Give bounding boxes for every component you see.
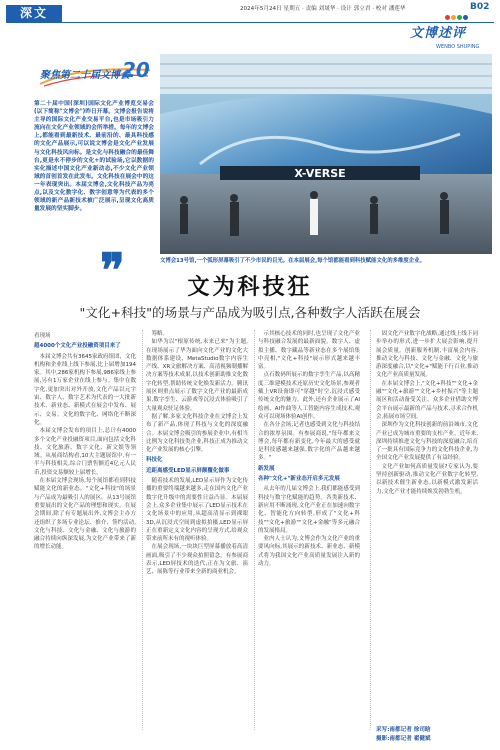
section-heading: 近距离感受LED显示屏颠覆化做事	[146, 467, 230, 474]
subheadline: "文化+科技"的场景与产品成为吸引点,各种数字人活跃在展会	[79, 305, 421, 320]
expo-photo	[160, 54, 492, 254]
article-paragraph: 从去年的几届文博会上,我们都能感受到科技与数字化赋能的趋势。各类新技术、新应用不断涌现,文化产业正在加速向数字化、智能化方向转型,形成了"文化+科技""文化+旅游""文化+金融"等多元融合的发展格局。	[258, 486, 360, 534]
section-heading: 新发展	[258, 465, 275, 472]
photo-banner-text: X-VERSE	[294, 167, 346, 180]
expo-photo-illustration	[160, 54, 492, 254]
expo-logo-number: 20	[122, 58, 150, 82]
column-logo-title: 文博述评	[410, 26, 467, 41]
dot-icon	[451, 15, 456, 20]
byline	[376, 726, 431, 744]
article-paragraph: 据了解,多家文化科技企业在文博会上发布了新产品,体现了科技与文化的深度融合。本届文博会吸引的参展企业中,有相当比例为文化科技类企业,科技正成为推动文化产业发展的核心引擎。	[146, 413, 248, 454]
column-divider	[142, 330, 143, 730]
article-paragraph: 在本届文博会上,"文化+科技""文化+金融""文化+旅游""文化+乡村振兴"等主题展区和活动备受关注。众多企业借助文博会平台展示最新的产品与技术,寻求合作机会,拓展市场空间。	[376, 380, 478, 420]
article-paragraph: 示其核心技术的同时,也呈现了文化产业与科技融合发展的最新面貌。数字人、虚拟主播、数字藏品等新业态在多个展馆集中亮相,"文化+科技"展示形式越来越丰富。	[258, 331, 360, 371]
photo-caption: 文博会13号馆,一个弧形屏幕吸引了不少市民的目光。在本届展会,每个馆都能看到科技赋能文化的多维度企业。	[160, 258, 425, 264]
column-logo-subtitle: WENBO SHUPING	[436, 44, 480, 50]
article-paragraph: 点石数码所展示的数字孪生产品,以高精度三维建模技术还原历史文化场景,参观者戴上VR设备即可"穿越"时空,沉浸式感受传统文化的魅力。此外,还有企业展示了AI绘画、AI作曲等人工智能内容生成技术,观众可以现场体验AI创作。	[258, 372, 360, 420]
section-heading: 各种"文化+"新业态开启多元发展	[258, 476, 340, 483]
intro-paragraph: 第二十届中国(深圳)国际文化产业博览交易会(以下简称"文博会")昨日开幕。文博会报告说将主导的国际文化产业交易平台,也是市场吸引力流向在文化产业领域的会所举措。每年的文博会上,都能看到最新技术、最前沿的、最具科技感的文化产品展示,可以说文博会是文化产业发展与文化科技风向标。是文化与科技融合的最佳舞台,更是永不停步的文化+的试验场,它以数据的实化描述中国文化产业新动态,不少文化产业领域的首创首发在此发布。文化科技在展会中的这一年表现突出。本届文博会,文化科技产品为亮点,以及文化数字化、数字创意等为代表的多个领域的新产品新技术被广泛展示,呈现文化高质量发展的坚实脚步。	[34, 101, 154, 213]
page-header	[0, 0, 500, 22]
dot-icon	[445, 15, 450, 20]
article-paragraph: 深圳作为文化科技创新的前沿城市,文化产业已成为城市重要的支柱产业。近年来,深圳持续推进文化与科技的深度融合,培育了一批具有国际竞争力的文化科技企业,为全国文化产业发展提供了有益经验。	[376, 422, 478, 462]
article-paragraph: 本届文博会发布的项目上,总计有4000多个文化产业投融资项目,面向包括文化科技、文化旅游、数字文化、新文娱等领域。从展商结构看,10大主题展馆中,有一半与科技相关,综合门票售额近4亿元人民币,投资交易额较上届增长。	[34, 428, 136, 476]
dot-icon	[463, 15, 468, 20]
article-paragraph: 如华为以"根原传统,未来已来"为主题,在现场展示了华为面向文化产业的文化大数据体系建设、MetaStudio数字内容生产线、XR文旅解决方案、高清视频制播解决方案等技术成果,以技术创新助推文化数字化转型,帮助传统文化焕发新活力。腾讯展区则重点展示了数字文化产业的最新成果,数字孪生、云游戏等沉浸式体验吸引了大量观众驻足体验。	[146, 339, 248, 412]
article-paragraph: 业内人士认为,文博会作为文化产业的重要风向标,其展示的新技术、新业态、新模式将为我国文化产业高质量发展注入新的动力。	[258, 536, 360, 568]
section-tag: 深文	[6, 5, 62, 22]
headline: 文为科技狂	[187, 274, 313, 300]
section-heading: 科技化	[146, 457, 163, 464]
expo-logo-text: 聚焦第二十届文博会	[40, 70, 130, 81]
article-paragraph: 随着技术的发展,LED显示屏作为文化传播的重要终端越来越多,走在国内文化产业数字化升级中的需要性日益凸显。本届展会上,众多企业集中展示了LED显示技术在文化场景中的应用,从超高清显示到裸眼3D,从沉浸式空间到虚拟拍摄,LED显示屏正在重新定义文化内容的呈现方式,给观众带来前所未有的视听体验。	[146, 478, 248, 543]
article-paragraph: 文化产业如何高质量发展?专家认为,要坚持创新驱动,推动文化产业数字化转型,以新技术催生新业态,以新模式激发新活力,文化产业才能持续焕发勃勃生机。	[376, 463, 478, 495]
article-column-1	[34, 330, 136, 736]
article-paragraph: 在各分会场,记者也感受到文化与科技结合的浓厚氛围。有参展商说,"每年都来文博会,每年都有新变化,今年最大的感受就是科技感越来越强,数字化的产品越来越多。"	[258, 422, 360, 462]
byline-photographer: 摄影:南都记者 翟健斌	[376, 736, 431, 742]
article-paragraph: 筹略。	[151, 331, 169, 337]
article-paragraph: 在展会现场,一块块巨型屏幕播放着高清画面,吸引了不少观众拍照留念。有参展商表示,LED屏技术的迭代,正在为文旅、演艺、展陈等行业带来全新的商业机会。	[146, 544, 248, 576]
quote-mark-icon: ❞	[100, 243, 125, 297]
header-meta: 2024年5月24日 星期五 · 责编 刘晟华 · 设计 郭立君 · 校对 潘莲华	[240, 6, 406, 12]
article-column-4	[376, 330, 478, 722]
article-paragraph: 本届文博会共有3645家政府组团、文化机构和企业线上线下参展,比上届增加194家。其中,286家机构下参展,986家线上参展,另有1万家企业在线上参与。集中在数字化,更加突出对外开放,文化产品以元宇宙、数字人、数字艺术为代表的一大批新技术、新业态、新模式在展会中发布、展示、交易。文化的数字化、网络化不断深化。	[34, 353, 136, 426]
article-column-2	[146, 330, 248, 736]
byline-reporter: 采写:南都记者 徐司晗	[376, 727, 431, 733]
section-kicker: 看现场	[34, 333, 51, 339]
dot-icon	[457, 15, 462, 20]
column-divider	[254, 330, 255, 730]
column-divider	[370, 330, 371, 730]
article-paragraph: 固文化产业数字化战略,通过线上线下同步举办的形式,进一步扩大展会影响,提升展会质量。创新服务机制,丰富展会内容,推动文化与科技、文化与金融、文化与旅游深度融合,以"文化+"赋能千行百业,推动文化产业高质量发展。	[376, 331, 478, 379]
article-column-3	[258, 330, 360, 736]
article-paragraph: 在本届文博会现场,每个展馆都看到科技赋能文化的新业态。"文化+科技"的场景与产品成为最吸引人的展区。从13号展馆重要展出的文化产品的理想和现实。在展会期间,除了有专题展出外,文博会主办方还组织了多场专业论坛、推介、签约活动,文化与科技、文化与金融、文化与旅游的融合持续向纵深发展,为文化产业带来了新的增长动能。	[34, 478, 136, 551]
section-heading: 超4000个文化产业投融资项目来了	[34, 343, 121, 350]
page-number: B02	[470, 2, 490, 12]
